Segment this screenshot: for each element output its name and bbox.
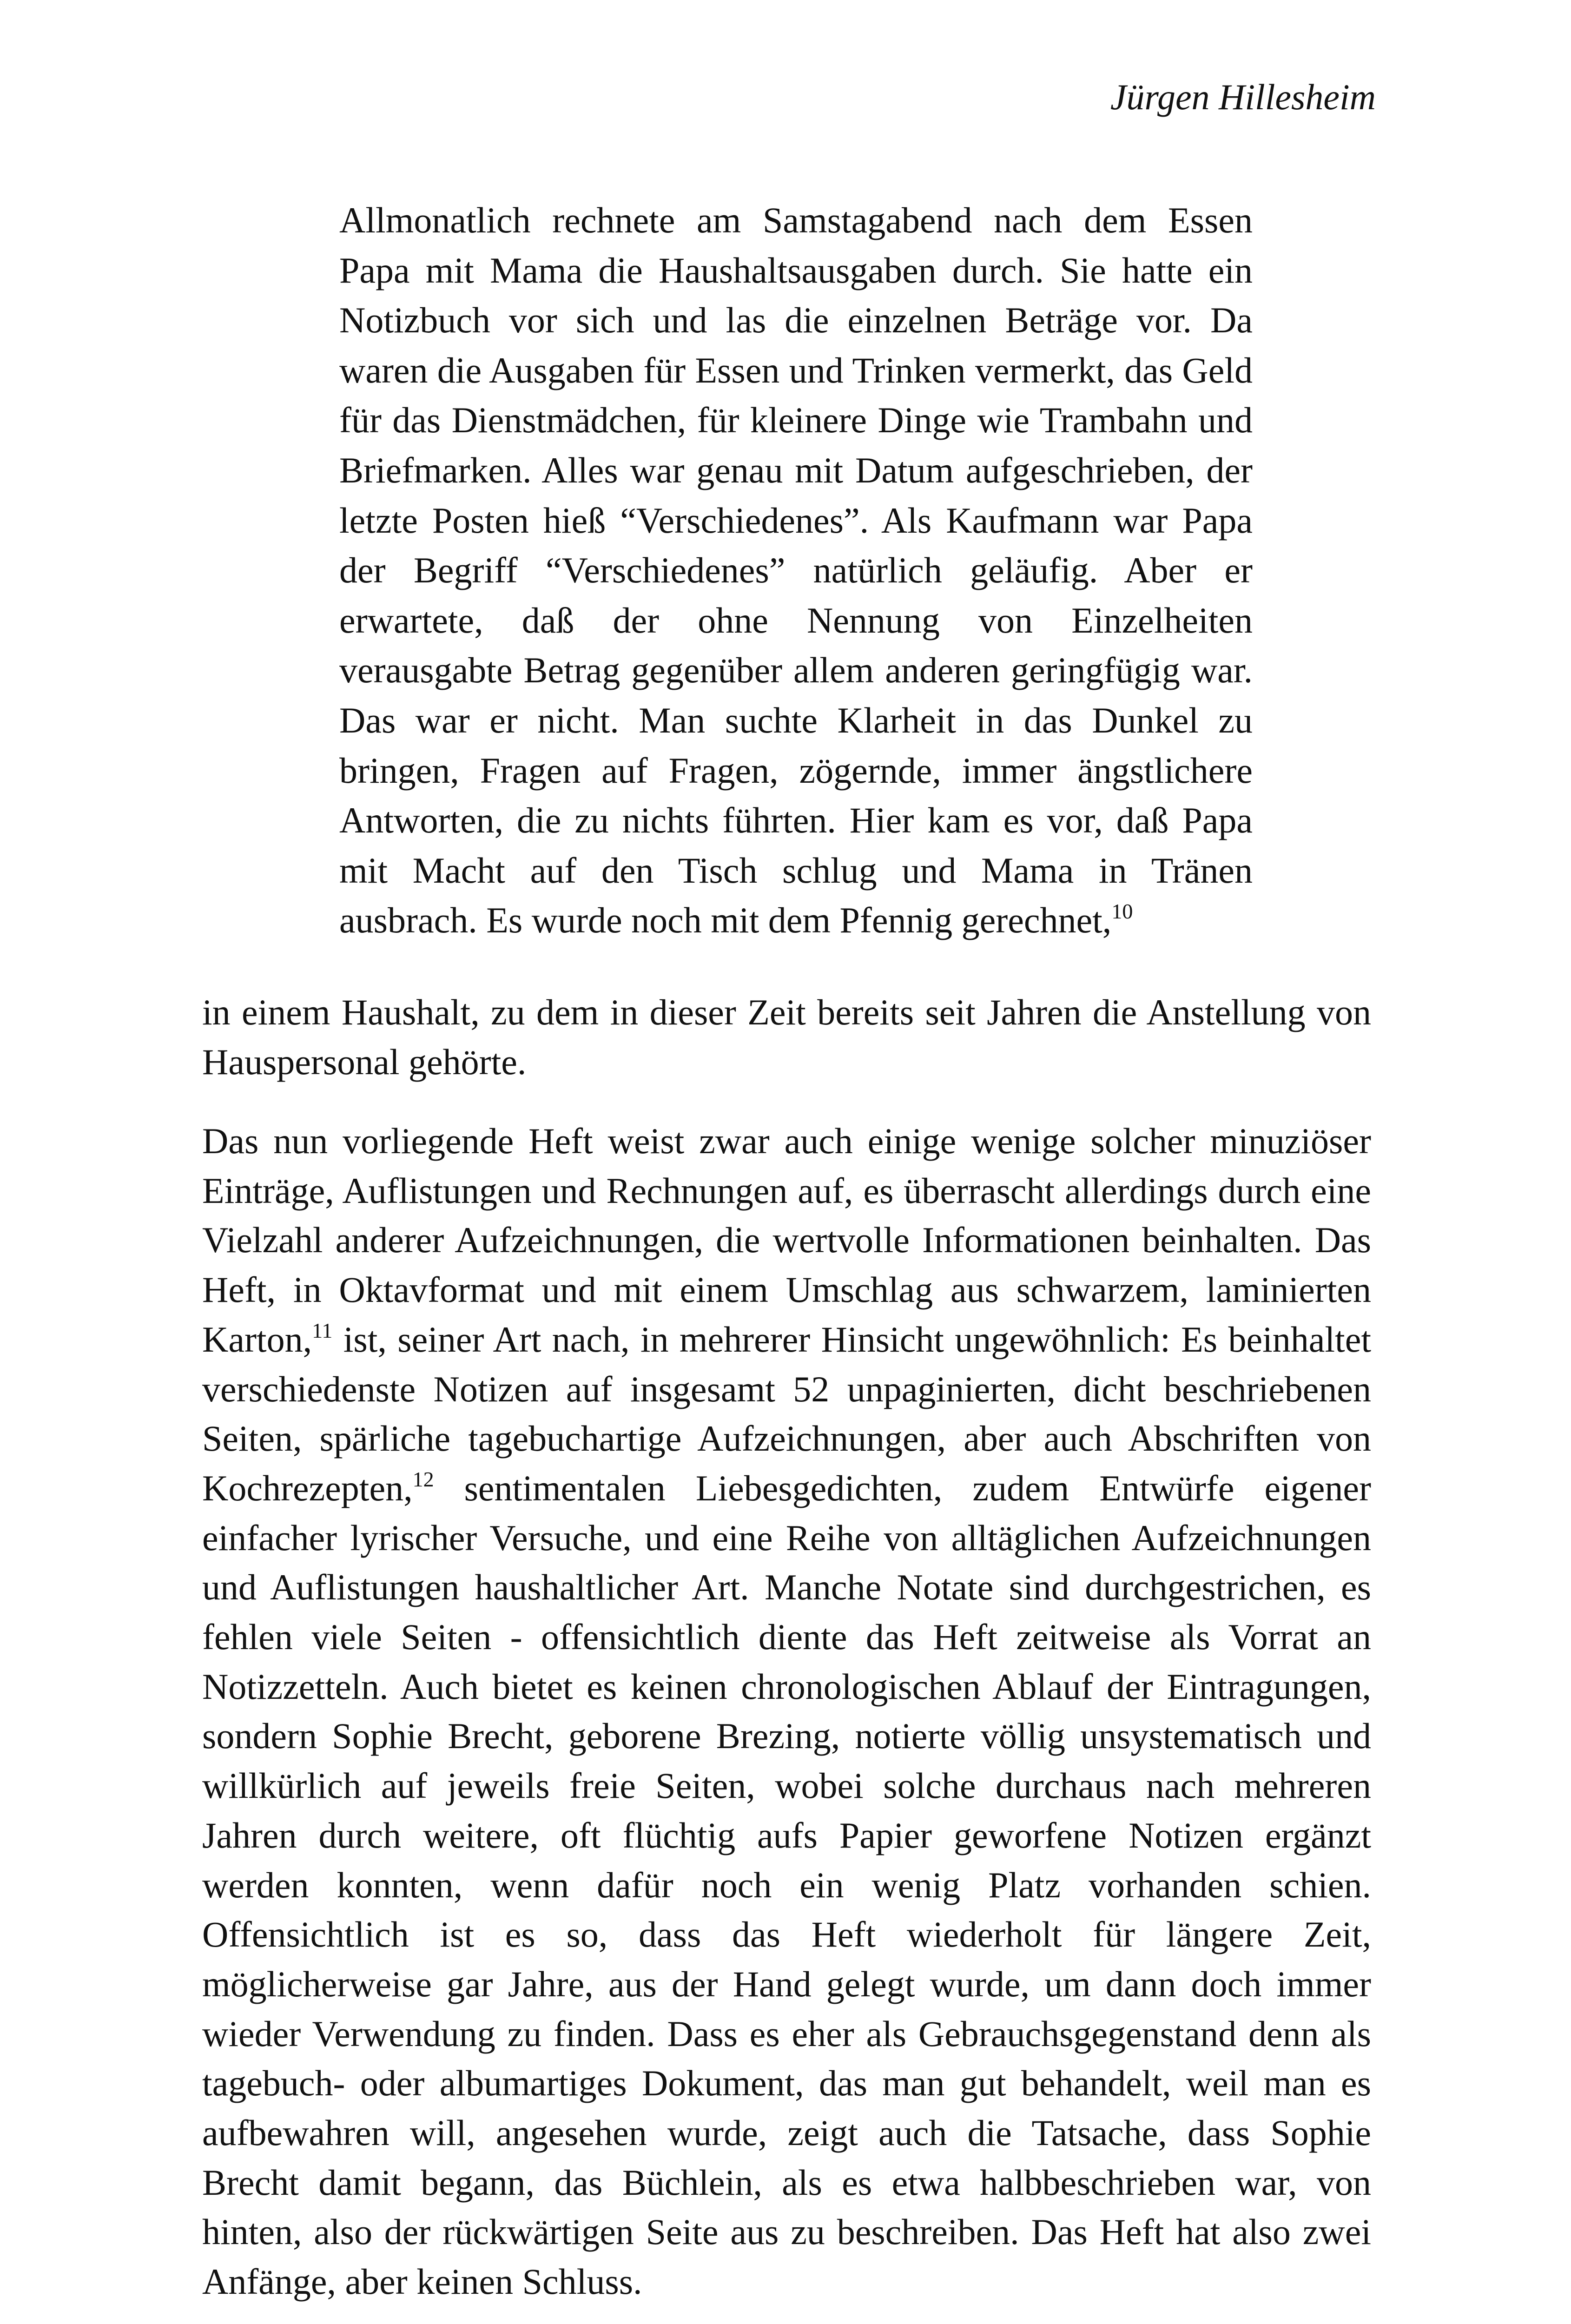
running-head-author: Jürgen Hillesheim	[1110, 77, 1376, 117]
footnote-ref-11: 11	[312, 1318, 333, 1342]
paragraph-2-text-part-3: sentimentalen Liebesgedichten, zudem Entwürfe eigener einfacher lyrischer Versuche, und eine Reihe von alltäglichen Aufzeichnungen und Auflistungen haushaltlicher Art. Manche Notate sind durchgestrichen, es fehlen viele Seiten - offensichtlich diente das Heft zeitweise als Vorrat an Notizzetteln. Auch bietet es keinen chronologischen Ablauf der Eintragungen, sondern Sophie Brecht, geborene Brezing, notierte völlig unsystematisch und willkürlich auf jeweils freie Seiten, wobei solche durchaus nach mehreren Jahren durch weitere, oft flüchtig aufs Papier geworfene Notizen ergänzt werden konnten, wenn dafür noch ein wenig Platz vorhanden schien. Offensichtlich ist es so, dass das Heft wiederholt für längere Zeit, möglicherweise gar Jahre, aus der Hand gelegt wurde, um dann doch immer wieder Verwendung zu finden. Dass es eher als Gebrauchsgegenstand denn als tagebuch- oder albumartiges Dokument, das man gut behandelt, weil man es aufbewahren will, angesehen wurde, zeigt auch die Tatsache, dass Sophie Brecht damit begann, das Büchlein, als es etwa halbbeschrieben war, von hinten, also der rückwärtigen Seite aus zu beschreiben. Das Heft hat also zwei Anfänge, aber keinen Schluss.	[202, 1467, 1371, 2302]
paragraph-1-text: in einem Haushalt, zu dem in dieser Zeit bereits seit Jahren die Anstellung von Hauspersonal gehörte.	[202, 992, 1371, 1082]
paragraph-2-text-part-1: Das nun vorliegende Heft weist zwar auch einige wenige solcher minuziöser Einträge, Auflistungen und Rechnungen auf, es überrascht allerdings durch eine Vielzahl anderer Aufzeichnungen, die wertvolle Informationen beinhalten. Das Heft, in Oktavformat und mit einem Umschlag aus schwarzem, laminierten Karton,	[202, 1121, 1371, 1360]
body-paragraph-1	[202, 988, 1371, 1087]
quote-text: Allmonatlich rechnete am Samstagabend nach dem Essen Papa mit Mama die Haushaltsausgaben durch. Sie hatte ein Notizbuch vor sich und las die einzelnen Beträge vor. Da waren die Ausgaben für Essen und Trinken vermerkt, das Geld für das Dienstmädchen, für kleinere Dinge wie Trambahn und Briefmarken. Alles war genau mit Datum aufgeschrieben, der letzte Posten hieß “Verschiedenes”. Als Kaufmann war Papa der Begriff “Verschiedenes” natürlich geläufig. Aber er erwartete, daß der ohne Nennung von Einzelheiten verausgabte Betrag gegenüber allem anderen geringfügig war. Das war er nicht. Man suchte Klarheit in das Dunkel zu bringen, Fragen auf Fragen, zögernde, immer ängstlichere Antworten, die zu nichts führten. Hier kam es vor, daß Papa mit Macht auf den Tisch schlug und Mama in Tränen ausbrach. Es wurde noch mit dem Pfennig gerechnet,	[339, 200, 1253, 941]
paragraph-2-text-part-2: ist, seiner Art nach, in mehrerer Hinsicht ungewöhnlich: Es beinhaltet verschiedenste Notizen auf insgesamt 52 unpaginierten, dicht beschriebenen Seiten, spärliche tagebuchartige Aufzeichnungen, aber auch Abschriften von Kochrezepten,	[202, 1319, 1371, 1508]
footnote-ref-12: 12	[412, 1467, 434, 1491]
footnote-ref-10: 10	[1111, 899, 1133, 924]
block-quote	[339, 195, 1253, 945]
body-paragraph-2	[202, 1116, 1371, 2307]
